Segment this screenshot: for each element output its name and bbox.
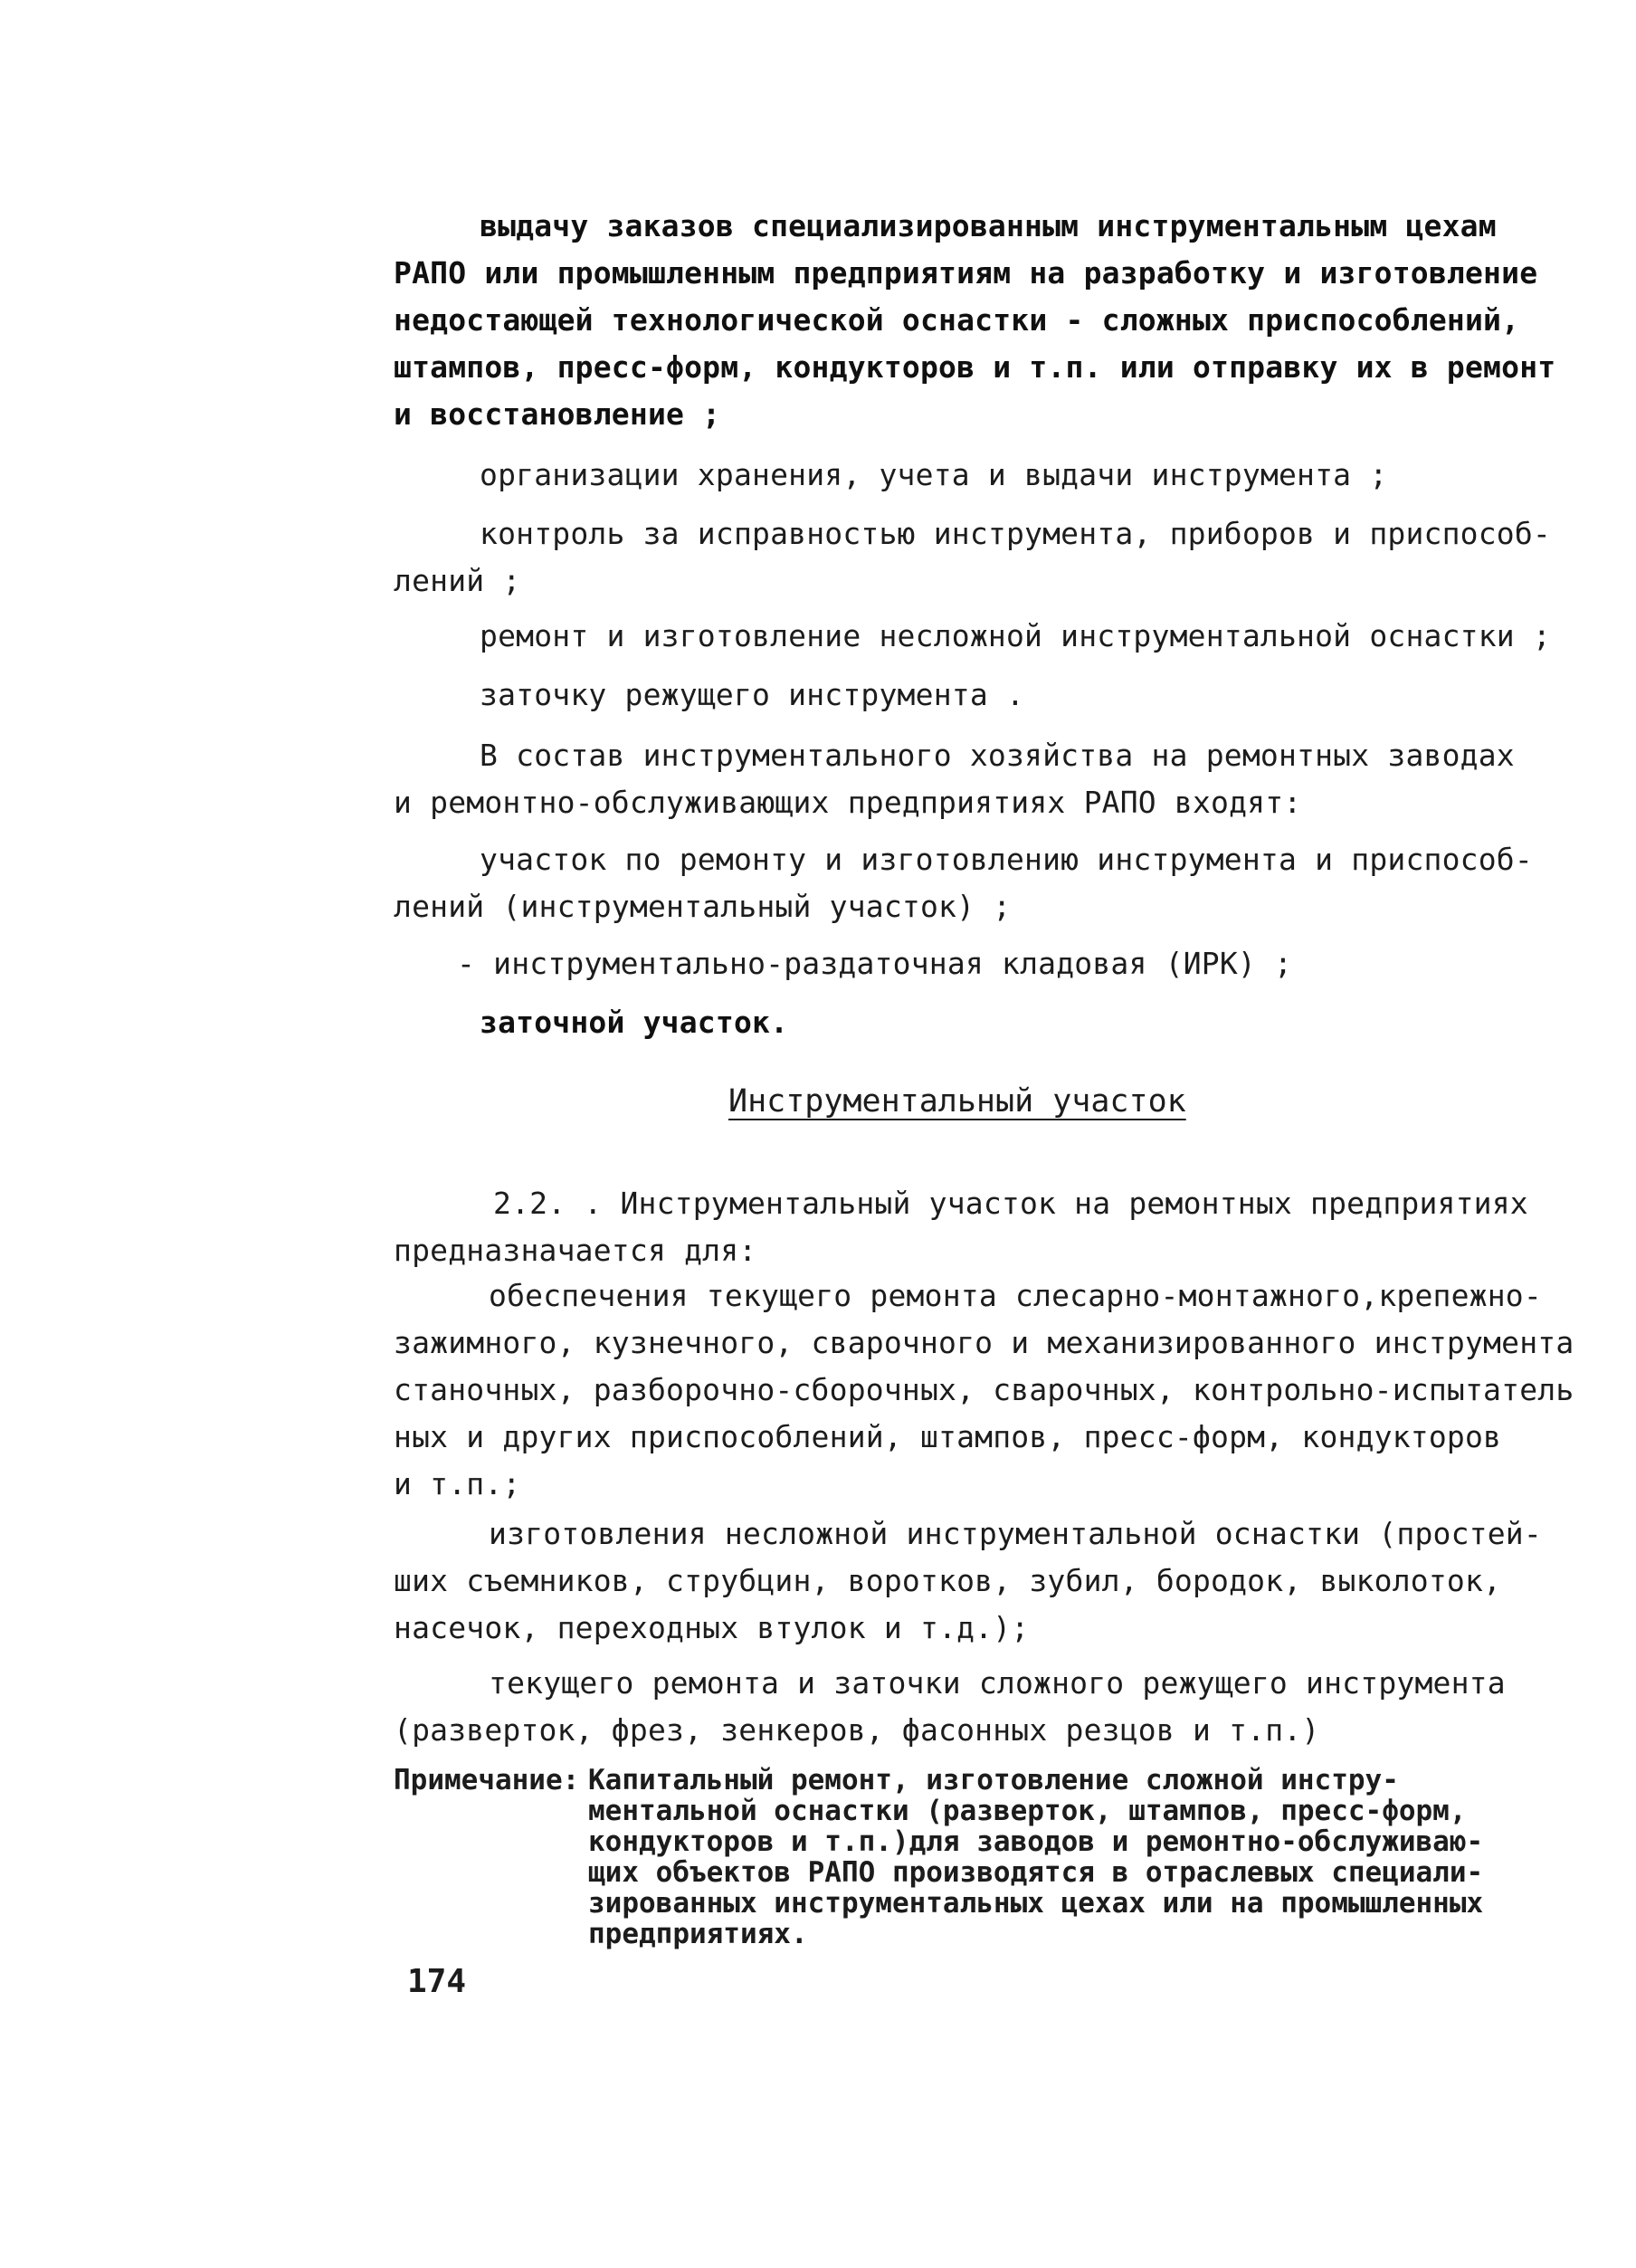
note-line-5: зированных инструментальных цехах или на промышленных — [588, 1887, 1484, 1920]
purpose-a-line-5: и т.п.; — [394, 1466, 521, 1501]
note-line-3: кондукторов и т.п.)для заводов и ремонтно-обслуживаю- — [588, 1825, 1484, 1858]
unit-tool-section-line-2: лений (инструментальный участок) ; — [394, 889, 1012, 924]
purpose-b-line-3: насечок, переходных втулок и т.д.); — [394, 1610, 1030, 1645]
note-line-6: предприятиях. — [588, 1918, 808, 1950]
composition-line-1: В состав инструментального хозяйства на ремонтных заводах — [480, 738, 1515, 773]
purpose-b-line-2: ших съемников, струбцин, воротков, зубил, бородок, выколоток, — [394, 1563, 1502, 1598]
composition-line-2: и ремонтно-обслуживающих предприятиях РАПО входят: — [394, 785, 1302, 820]
task-storage: организации хранения, учета и выдачи инструмента ; — [480, 457, 1388, 492]
purpose-a-line-3: станочных, разборочно-сборочных, сварочных, контрольно-испытатель — [394, 1372, 1574, 1407]
section-2-2-line-1: 2.2. . Инструментальный участок на ремонтных предприятиях — [493, 1186, 1528, 1221]
purpose-a-line-2: зажимного, кузнечного, сварочного и механизированного инструмента — [394, 1325, 1574, 1360]
section-2-2-line-2: предназначается для: — [394, 1233, 757, 1268]
intro-line-4: штампов, пресс-форм, кондукторов и т.п. или отправку их в ремонт — [394, 349, 1556, 385]
purpose-a-line-1: обеспечения текущего ремонта слесарно-монтажного,крепежно- — [489, 1278, 1542, 1313]
note-body — [588, 1765, 1565, 1949]
section-heading: Инструментальный участок — [728, 1083, 1186, 1120]
task-control-line-1: контроль за исправностью инструмента, приборов и приспособ- — [480, 516, 1551, 551]
intro-line-1: выдачу заказов специализированным инструментальным цехам — [480, 208, 1497, 243]
intro-line-5: и восстановление ; — [394, 396, 721, 432]
task-sharpening: заточку режущего инструмента . — [480, 677, 1025, 712]
purpose-c-line-1: текущего ремонта и заточки сложного режущего инструмента — [489, 1665, 1506, 1701]
task-control-line-2: лений ; — [394, 563, 521, 598]
note-line-1: Капитальный ремонт, изготовление сложной инстру- — [588, 1764, 1399, 1796]
task-repair: ремонт и изготовление несложной инструментальной оснастки ; — [480, 618, 1551, 653]
purpose-b-line-1: изготовления несложной инструментальной оснастки (простей- — [489, 1516, 1542, 1551]
unit-irk: - инструментально-раздаточная кладовая (ИРК) ; — [457, 946, 1293, 981]
purpose-a-line-4: ных и других приспособлений, штампов, пресс-форм, кондукторов — [394, 1419, 1502, 1454]
note-line-2: ментальной оснастки (разверток, штампов, пресс-форм, — [588, 1795, 1467, 1827]
intro-line-2: РАПО или промышленным предприятиям на разработку и изготовление — [394, 255, 1538, 291]
intro-line-3: недостающей технологической оснастки - сложных приспособлений, — [394, 302, 1520, 338]
purpose-c-line-2: (разверток, фрез, зенкеров, фасонных резцов и т.п.) — [394, 1712, 1320, 1748]
note-label: Примечание: — [394, 1764, 580, 1796]
note-line-4: щих объектов РАПО производятся в отраслевых специали- — [588, 1856, 1484, 1889]
unit-tool-section-line-1: участок по ремонту и изготовлению инструмента и приспособ- — [480, 842, 1533, 877]
page-number: 174 — [407, 1963, 467, 2000]
unit-sharpening-section: заточной участок. — [480, 1005, 789, 1040]
